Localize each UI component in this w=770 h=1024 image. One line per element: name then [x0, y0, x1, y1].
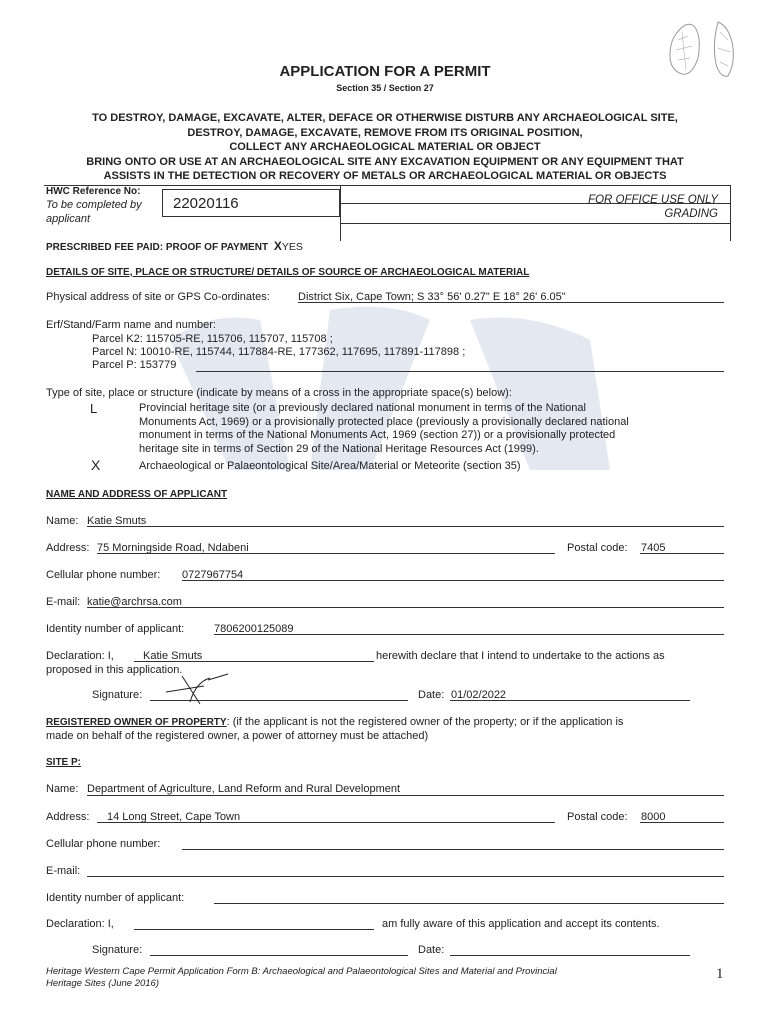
owner-heading-block — [46, 716, 623, 728]
applicant-cell-line — [182, 580, 724, 581]
applicant-email-line — [87, 607, 724, 608]
owner-email-label: E-mail: — [46, 865, 81, 877]
erf-line: Parcel N: 10010-RE, 115744, 117884-RE, 177362, 117695, 117891-117898 ; — [92, 346, 466, 358]
reference-number-value: 22020116 — [173, 195, 239, 212]
applicant-email-value[interactable]: katie@archrsa.com — [87, 596, 182, 608]
erf-label: Erf/Stand/Farm name and number: — [46, 319, 216, 331]
applicant-id-line — [214, 634, 724, 635]
applicant-postal-value[interactable]: 7405 — [641, 542, 666, 554]
owner-declaration-label: Declaration: I, — [46, 918, 114, 930]
applicant-declaration-text-2: proposed in this application. — [46, 664, 183, 676]
applicant-date-label: Date: — [418, 689, 445, 701]
owner-heading: REGISTERED OWNER OF PROPERTY — [46, 717, 227, 728]
option1-mark[interactable]: L — [90, 401, 98, 416]
applicant-date-line — [450, 700, 690, 701]
erf-line-blank — [196, 371, 724, 372]
applicant-id-label: Identity number of applicant: — [46, 623, 185, 635]
erf-line: Parcel K2: 115705-RE, 115706, 115707, 115708 ; — [92, 333, 333, 345]
owner-declaration-text: am fully aware of this application and accept its contents. — [382, 918, 660, 930]
fee-label — [46, 239, 303, 253]
owner-cell-line[interactable] — [182, 849, 724, 850]
erf-list — [92, 333, 465, 372]
applicant-email-label: E-mail: — [46, 596, 81, 608]
owner-declaration-line[interactable] — [134, 929, 374, 930]
page-title: APPLICATION FOR A PERMIT — [279, 63, 491, 80]
reference-label: HWC Reference No: — [46, 186, 141, 197]
owner-address-value[interactable]: 14 Long Street, Cape Town — [107, 811, 241, 823]
owner-postal-value[interactable]: 8000 — [641, 811, 666, 823]
option1-text — [139, 402, 725, 456]
owner-signature-label: Signature: — [92, 944, 143, 956]
purpose-block — [0, 111, 770, 184]
owner-name-label: Name: — [46, 783, 79, 795]
purpose-line: COLLECT ANY ARCHAEOLOGICAL MATERIAL OR OBJECT — [229, 141, 541, 153]
owner-postal-label: Postal code: — [567, 811, 628, 823]
page-number: 1 — [716, 966, 724, 982]
applicant-declaration-label: Declaration: I, — [46, 650, 114, 662]
applicant-name-label: Name: — [46, 515, 79, 527]
owner-name-line — [87, 795, 724, 796]
section-subtitle: Section 35 / Section 27 — [336, 83, 434, 93]
site-address-value: District Six, Cape Town; S 33° 56' 0.27" E 18° 26' 6.05" — [298, 291, 566, 303]
option1-line: monument in terms of the National Monuments Act, 1969 (section 27)) or a provisionally protected — [139, 429, 616, 441]
site-address-line — [298, 302, 724, 303]
site-heading: DETAILS OF SITE, PLACE OR STRUCTURE/ DETAILS OF SOURCE OF ARCHAEOLOGICAL MATERIAL — [46, 267, 530, 278]
purpose-line: BRING ONTO OR USE AT AN ARCHAEOLOGICAL SITE ANY EXCAVATION EQUIPMENT OR ANY EQUIPMENT THAT — [86, 155, 684, 168]
applicant-postal-label: Postal code: — [567, 542, 628, 554]
owner-id-line[interactable] — [214, 903, 724, 904]
reference-box — [44, 185, 730, 241]
option2-text: Archaeological or Palaeontological Site/Area/Material or Meteorite (section 35) — [139, 460, 521, 472]
reference-note-2: applicant — [46, 213, 91, 225]
option2-mark[interactable]: X — [91, 457, 101, 473]
applicant-declaration-name[interactable]: Katie Smuts — [143, 650, 203, 662]
applicant-address-label: Address: — [46, 542, 90, 554]
applicant-cell-label: Cellular phone number: — [46, 569, 161, 581]
owner-id-label: Identity number of applicant: — [46, 892, 185, 904]
option1-line: Provincial heritage site (or a previously declared national monument in terms of the National — [139, 402, 586, 414]
option1-line: Monuments Act, 1969) or a provisionally protected place (previously a provisionally declared national — [139, 415, 629, 428]
site-p-heading: SITE P: — [46, 757, 82, 768]
applicant-cell-value[interactable]: 0727967754 — [182, 569, 244, 581]
applicant-id-value[interactable]: 7806200125089 — [214, 623, 294, 635]
applicant-name-value[interactable]: Katie Smuts — [87, 515, 147, 527]
owner-date-label: Date: — [418, 944, 445, 956]
owner-address-line — [97, 822, 555, 823]
stone-tool-logo-icon — [658, 12, 758, 92]
applicant-address-value[interactable]: 75 Morningside Road, Ndabeni — [97, 542, 249, 554]
applicant-address-line — [97, 553, 555, 554]
grading-label: GRADING — [664, 208, 718, 220]
purpose-line: TO DESTROY, DAMAGE, EXCAVATE, ALTER, DEFACE OR OTHERWISE DISTURB ANY ARCHAEOLOGICAL SITE, — [92, 112, 678, 124]
owner-postal-line — [640, 822, 724, 823]
applicant-signature-line — [150, 700, 408, 701]
owner-name-value[interactable]: Department of Agriculture, Land Reform and Rural Development — [87, 783, 401, 795]
fee-label-text: PRESCRIBED FEE PAID: PROOF OF PAYMENT — [46, 242, 269, 253]
applicant-postal-line — [640, 553, 724, 554]
applicant-heading: NAME AND ADDRESS OF APPLICANT — [46, 489, 228, 500]
fee-mark: X — [273, 239, 282, 253]
reference-note-1: To be completed by — [46, 199, 142, 211]
owner-address-label: Address: — [46, 811, 90, 823]
owner-note-2: made on behalf of the registered owner, a power of attorney must be attached) — [46, 730, 429, 742]
owner-note-1: : (if the applicant is not the registered owner of the property; or if the application is — [226, 716, 624, 728]
office-use-label: FOR OFFICE USE ONLY — [588, 194, 718, 206]
applicant-signature-label: Signature: — [92, 689, 143, 701]
owner-date-line[interactable] — [450, 955, 690, 956]
site-address-label: Physical address of site or GPS Co-ordinates: — [46, 291, 270, 303]
owner-signature-line[interactable] — [150, 955, 408, 956]
type-label: Type of site, place or structure (indicate by means of a cross in the appropriate space(s) below): — [46, 387, 512, 399]
applicant-name-line — [87, 526, 724, 527]
footer-line: Heritage Sites (June 2016) — [46, 978, 160, 989]
owner-cell-label: Cellular phone number: — [46, 838, 161, 850]
purpose-line: ASSISTS IN THE DETECTION OR RECOVERY OF METALS OR ARCHAEOLOGICAL MATERIAL OR OBJECTS — [103, 170, 667, 182]
erf-line: Parcel P: 153779 — [92, 359, 177, 371]
fee-value: YES — [281, 241, 303, 253]
footer-line: Heritage Western Cape Permit Application Form B: Archaeological and Palaeontological Sites and Material and Provincial — [46, 966, 557, 977]
option1-line: heritage site in terms of Section 29 of the National Heritage Resources Act (1999). — [139, 442, 539, 455]
purpose-line: DESTROY, DAMAGE, EXCAVATE, REMOVE FROM ITS ORIGINAL POSITION, — [187, 126, 583, 139]
owner-email-line[interactable] — [87, 876, 724, 877]
applicant-declaration-line — [134, 661, 374, 662]
reference-number-field[interactable] — [162, 189, 340, 217]
footer-text — [46, 966, 557, 990]
applicant-declaration-text: herewith declare that I intend to undertake to the actions as — [376, 650, 665, 662]
applicant-date-value[interactable]: 01/02/2022 — [451, 689, 507, 701]
